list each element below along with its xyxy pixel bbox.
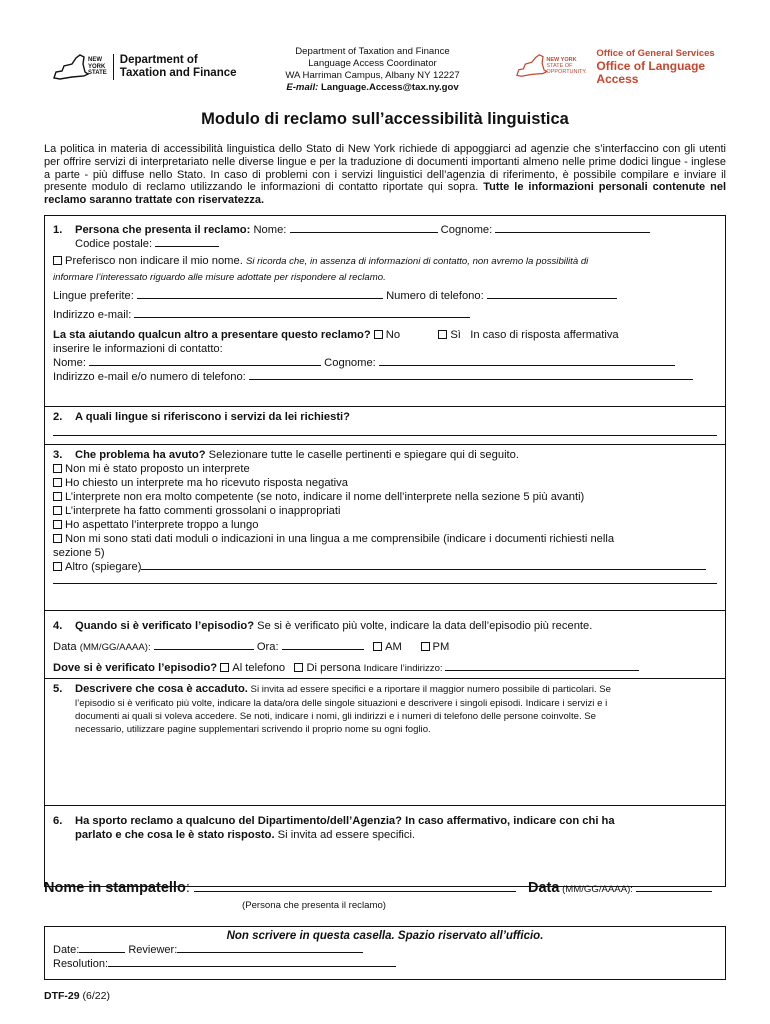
cognome-field[interactable] bbox=[495, 223, 650, 233]
intro-paragraph: La politica in materia di accessibilità linguistica dello Stato di New York richiede di appoggiarci ad agenzie che s’interfaccino con gli utenti per offrire servizi di interpretariato nelle diverse lingue e per la traduzione di documenti importanti almeno nelle prime dodici lingue - inglese a parte - più diffuse nello Stato. In caso di problemi con i servizi linguistici dell’agenzia di riferimento, è possibile compilare e inviare il presente modulo di reclamo utilizzando le informazioni di contatto riportate qui sopra. Tutte le informazioni personali contenute nel reclamo saranno trattate con riservatezza. bbox=[44, 143, 727, 207]
altro-checkbox[interactable] bbox=[53, 562, 62, 571]
ogs-logo bbox=[515, 47, 740, 86]
nome-stampatello-field[interactable] bbox=[194, 878, 516, 892]
tax-dept-logo bbox=[52, 50, 252, 84]
codice-postale-field[interactable] bbox=[155, 237, 219, 247]
ogs-logo-text: NEW YORK STATE OF OPPORTUNITY. bbox=[546, 57, 587, 75]
section-4: 4. Quando si è verificato l’episodio? Se si è verificato più volte, indicare la data dell’episodio più recente. Data (MM/GG/AAAA): Ora: AM PM Dove si è verificato l’episodio? Al telefono Di persona Indicare l’indirizzo: bbox=[45, 611, 725, 679]
reviewer-field[interactable] bbox=[177, 943, 363, 953]
descrizione-field[interactable] bbox=[53, 736, 717, 806]
altro-field[interactable] bbox=[141, 560, 706, 570]
problema-checkbox-2[interactable] bbox=[53, 478, 62, 487]
aiutante-contatto-field[interactable] bbox=[249, 370, 693, 380]
office-date-field[interactable] bbox=[79, 943, 125, 953]
page-title: Modulo di reclamo sull’accessibilità linguistica bbox=[201, 110, 569, 128]
form-code: DTF-29 (6/22) bbox=[44, 990, 110, 1002]
section-2: 2. A quali lingue si riferiscono i servizi da lei richiesti? bbox=[45, 407, 725, 445]
data-field[interactable] bbox=[154, 640, 254, 650]
data-firma-field[interactable] bbox=[636, 878, 712, 892]
nome-field[interactable] bbox=[290, 223, 438, 233]
problema-checkbox-5[interactable] bbox=[53, 520, 62, 529]
lingue-field[interactable] bbox=[137, 289, 383, 299]
email-link[interactable]: Language.Access@tax.ny.gov bbox=[321, 82, 459, 93]
section-3: 3. Che problema ha avuto? Selezionare tutte le caselle pertinenti e spiegare qui di seguito. Non mi è stato proposto un interprete Ho chiesto un interprete ma ho ricevuto risposta negativa L’interprete non era molto competente (se noto, indicare il nome dell’interprete nella sezione 5 più avanti) L’interprete ha fatto commenti grossolani o inappropriati Ho aspettato l’interprete troppo a lungo Non mi sono stati dati moduli o indicazioni in una lingua a me comprensibile (indicare i documenti richiesti nella sezione 5) Altro (spiegare) bbox=[45, 445, 725, 611]
contact-block: Department of Taxation and Finance Language Access Coordinator WA Harriman Campus, Albany NY 12227 E-mail: Language.Access@tax.ny.gov bbox=[285, 46, 460, 93]
section-5-instructions: l’episodio si è verificato più volte, indicare la data/ora delle singole situazioni e descrivere i singoli episodi. Indicare i servizi e i documenti ai quali si voleva accedere. Se noti, indicare i nomi, gli indirizzi e i numeri di telefono delle persone coinvolte. Se necessario, utilizzare pagine supplementari scrivendo il proprio nome su ogni foglio. bbox=[75, 698, 608, 735]
signature-row: Nome in stampatello: Data (MM/GG/AAAA): (Persona che presenta il reclamo) bbox=[44, 878, 726, 914]
am-checkbox[interactable] bbox=[373, 642, 382, 651]
section-6: 6. Ha sporto reclamo a qualcuno del Dipartimento/dell’Agenzia? In caso affermativo, indicare con chi ha parlato e che cosa le è stato risposto. Si invita ad essere specifici. bbox=[45, 806, 725, 886]
ogs-name: Office of General Services Office of Language Access bbox=[596, 47, 715, 86]
problema-checkbox-3[interactable] bbox=[53, 492, 62, 501]
aiutante-cognome-field[interactable] bbox=[379, 356, 675, 366]
ny-logo-text: NEW YORK STATE bbox=[88, 57, 107, 77]
telefono-field[interactable] bbox=[487, 289, 617, 299]
aiuto-si-checkbox[interactable] bbox=[438, 330, 447, 339]
ora-field[interactable] bbox=[282, 640, 364, 650]
aiutante-nome-field[interactable] bbox=[89, 356, 321, 366]
problema-checkbox-4[interactable] bbox=[53, 506, 62, 515]
section-5: 5. Descrivere che cosa è accaduto. Si invita ad essere specifici e a riportare il maggior numero possibile di particolari. Se l’episodio si è verificato più volte, indicare la data/ora delle singole situazioni e descrivere i singoli episodi. Indicare i servizi e i documenti ai quali si voleva accedere. Se noti, indicare i nomi, gli indirizzi e i numeri di telefono delle persone coinvolte. Se necessario, utilizzare pagine supplementari scrivendo il proprio nome su ogni foglio. bbox=[45, 679, 725, 806]
persona-checkbox[interactable] bbox=[294, 663, 303, 672]
dept-name: Department of Taxation and Finance bbox=[113, 54, 237, 80]
lingue-servizi-field[interactable] bbox=[53, 424, 717, 436]
aiuto-no-checkbox[interactable] bbox=[374, 330, 383, 339]
altro-field-2[interactable] bbox=[53, 574, 717, 584]
office-use-box: Non scrivere in questa casella. Spazio riservato all’ufficio. Date: Reviewer: Resolution: bbox=[44, 926, 726, 980]
form-sections bbox=[44, 215, 726, 887]
email-field[interactable] bbox=[134, 308, 470, 318]
pm-checkbox[interactable] bbox=[421, 642, 430, 651]
telefono-checkbox[interactable] bbox=[220, 663, 229, 672]
resolution-field[interactable] bbox=[108, 957, 396, 967]
indirizzo-field[interactable] bbox=[445, 661, 639, 671]
risposta-field[interactable] bbox=[53, 842, 717, 882]
problema-checkbox-1[interactable] bbox=[53, 464, 62, 473]
signature-caption: (Persona che presenta il reclamo) bbox=[242, 900, 386, 911]
section-1: 1. Persona che presenta il reclamo: Nome: Cognome: Codice postale: Preferisco non indicare il mio nome. Si ricorda che, in assenza di informazioni di contatto, non avremo la possibilità di informare l’interessato riguardo alle misure adottate per rispondere al reclamo. Lingue preferite: Numero di telefono: Indirizzo e-mail: La sta aiutando qualcun altro a presentare questo reclamo? No Sì In caso di risposta affermativa inserire le informazioni di contatto: Nome: Cognome: Indirizzo e-mail e/o numero di telefono: bbox=[45, 216, 725, 407]
anonimo-checkbox[interactable] bbox=[53, 256, 62, 265]
problema-checkbox-6[interactable] bbox=[53, 534, 62, 543]
